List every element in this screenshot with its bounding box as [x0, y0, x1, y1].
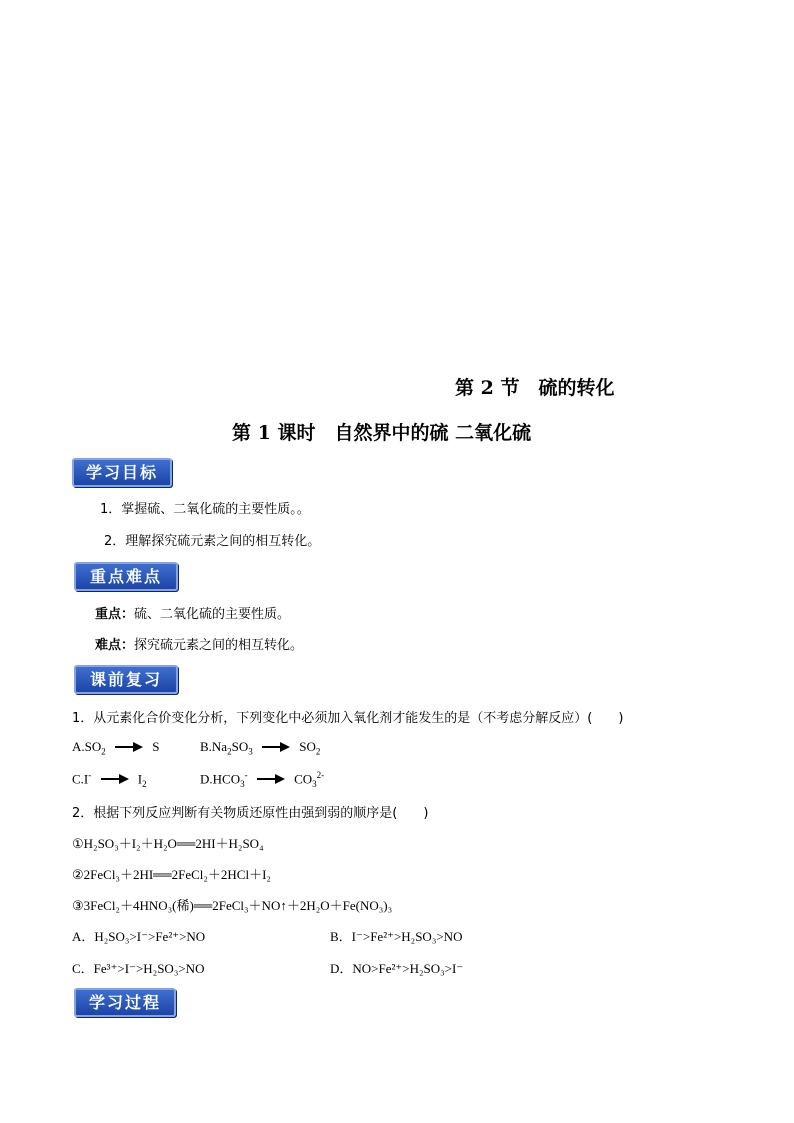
q2-stem: 2．根据下列反应判断有关物质还原性由强到弱的顺序是( )	[72, 806, 429, 821]
q1-d-product-sup: 2-	[316, 770, 325, 780]
reaction-arrow-icon	[262, 742, 290, 752]
q2-option-c: C．Fe³⁺>I⁻>H₂SO₃>NO	[72, 961, 205, 976]
q1-c-product-sub: 2	[142, 778, 147, 789]
q1-option-a	[72, 739, 160, 757]
badge-learning-goals: 学习目标	[72, 458, 172, 487]
q1-b-reactant-mid: SO	[231, 739, 249, 754]
q2-option-b: B．I⁻>Fe²⁺>H₂SO₃>NO	[330, 929, 463, 944]
difficulty-line	[95, 634, 303, 653]
section-title: 第 2 节 硫的转化	[455, 377, 615, 399]
q1-option-c	[72, 770, 147, 789]
q1-b-sub2: 3	[248, 746, 253, 757]
q1-b-reactant: B.Na	[200, 739, 228, 754]
reaction-arrow-icon	[257, 774, 285, 784]
q1-d-reactant: D.HCO	[200, 771, 241, 787]
q1-c-reactant: C.I	[72, 771, 89, 787]
q2-reaction-2: ②2FeCl₃＋2HI══2FeCl₂＋2HCl＋I₂	[72, 867, 271, 882]
q1-option-d	[200, 770, 324, 789]
q1-c-sup: -	[88, 770, 92, 780]
badge-learning-process: 学习过程	[74, 988, 176, 1017]
badge-review: 课前复习	[74, 665, 178, 694]
q1-d-sup: -	[244, 770, 248, 780]
q1-stem: 1．从元素化合价变化分析，下列变化中必须加入氧化剂才能发生的是（不考虑分解反应）( )	[72, 711, 624, 726]
q1-a-sub: 2	[101, 746, 106, 757]
q2-option-a: A．H₂SO₃>I⁻>Fe²⁺>NO	[72, 929, 206, 944]
reaction-arrow-icon	[115, 742, 143, 752]
q1-a-reactant: A.SO	[72, 739, 102, 754]
q2-reaction-1: ①H₂SO₃＋I₂＋H₂O══2HI＋H₂SO₄	[72, 836, 264, 851]
reaction-arrow-icon	[101, 774, 129, 784]
q1-d-product-sub: 3	[312, 778, 317, 789]
q1-c-product: I	[137, 771, 143, 787]
difficulty-text: 探究硫元素之间的相互转化。	[134, 638, 304, 653]
q1-a-product: S	[152, 739, 160, 754]
goal-item-2: 2．理解探究硫元素之间的相互转化。	[104, 534, 321, 549]
q1-d-sub: 3	[240, 778, 245, 789]
q1-b-product: SO	[299, 739, 316, 754]
q1-b-product-sub: 2	[315, 746, 321, 757]
lesson-title: 第 1 课时 自然界中的硫 二氧化硫	[232, 422, 532, 444]
badge-key-points: 重点难点	[74, 562, 178, 591]
q2-reaction-3: ③3FeCl₂＋4HNO₃(稀)══2FeCl₃＋NO↑＋2H₂O＋Fe(NO₃)₃	[72, 898, 393, 913]
key-label: 重点：	[95, 607, 135, 622]
q1-d-product: CO	[294, 771, 313, 787]
q2-option-d: D．NO>Fe²⁺>H₂SO₃>I⁻	[330, 961, 464, 976]
key-point-line	[95, 603, 290, 622]
q1-b-sub1: 2	[227, 746, 232, 757]
difficulty-label: 难点：	[95, 638, 135, 653]
key-text: 硫、二氧化硫的主要性质。	[134, 607, 291, 622]
goal-item-1: 1．掌握硫、二氧化硫的主要性质。。	[100, 502, 310, 517]
q1-option-b	[200, 739, 320, 757]
